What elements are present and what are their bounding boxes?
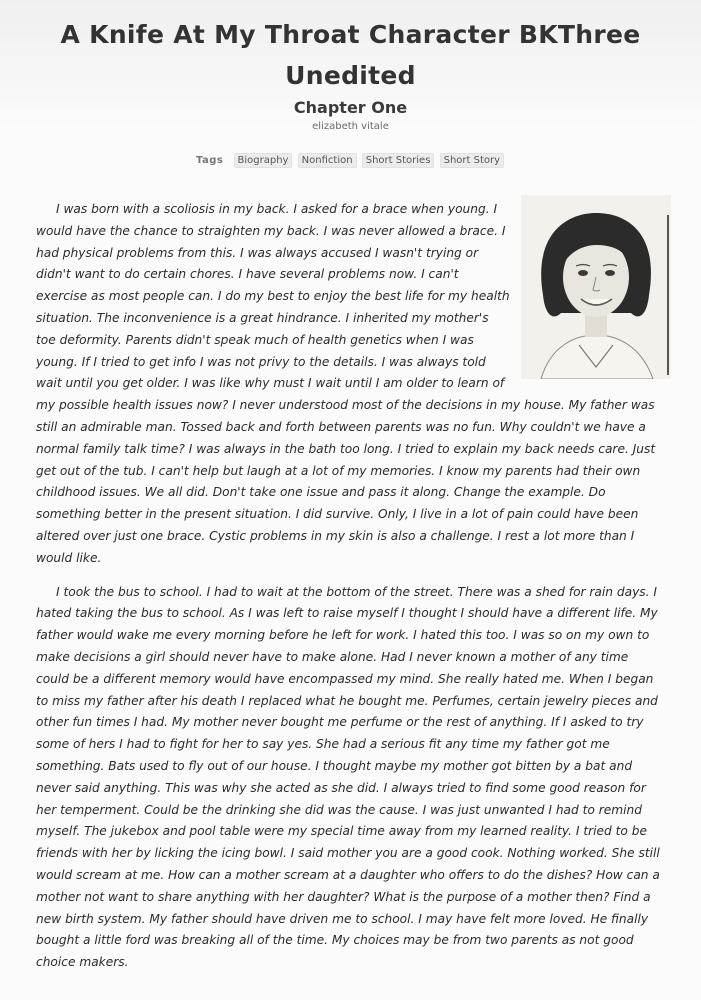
chapter-title: Chapter One <box>293 98 408 117</box>
tag-biography[interactable]: Biography <box>234 153 293 168</box>
author-name[interactable]: elizabeth vitale <box>312 121 389 132</box>
story-title: A Knife At My Throat Character BKThree Unedited <box>60 20 641 90</box>
tag-short-stories[interactable]: Short Stories <box>362 153 435 168</box>
portrait-photo <box>521 195 671 379</box>
story-content <box>36 199 664 974</box>
story-paragraph-1: I was born with a scoliosis in my back. I asked for a brace when young. I would have the chance to straighten my back. I was never allowed a brace. I had physical problems from this. I was always accused I wasn't trying or didn't want to do certain chores. I have several problems now. I can't exercise as most people can. I do my best to enjoy the best life for my health situation. The inconvenience is a great hindrance. I inherited my mother's toe deformity. Parents didn't speak much of health genetics when I was young. If I tried to get info I was not privy to the details. I was always told wait until you get older. I was like why must I wait until I am older to learn of my possible health issues now? I never understood most of the decisions in my house. My father was still an admirable man. Tossed back and forth between parents was no fun. Why couldn't we have a normal family talk time? I was always in the bath too long. I tried to explain my back needs care. Just get out of the tub. I can't help but laugh at a lot of my memories. I know my parents had their own childhood issues. We all did. Don't take one issue and pass it along. Change the example. Do something better in the present situation. I did survive. Only, I live in a lot of pain could have been altered over just one brace. Cystic problems in my skin is also a challenge. I rest a lot more than I would like. <box>36 202 656 565</box>
tags-label: Tags <box>195 155 224 166</box>
story-paragraph-2: I took the bus to school. I had to wait at the bottom of the street. There was a shed for rain days. I hated taking the bus to school. As I was left to raise myself I thought I should have a different life. My father would wake me every morning before he left for work. I hated this too. I was so on my own to make decisions a girl should never have to make alone. Had I never known a mother of any time could be a different memory would have encompassed my mind. She really hated me. When I began to miss my father after his death I replaced what he bought me. Perfumes, certain jewelry pieces and other fun times I had. My mother never bought me perfume or the rest of anything. If I asked to try some of hers I had to fight for her to say yes. She had a serious fit any time my father got me something. Bats used to fly out of our house. I thought maybe my mother got bitten by a bat and never said anything. This was why she acted as she did. I always tried to find some good reason for her temperment. Could be the drinking she did was the cause. I was just unwanted I had to remind myself. The jukebox and pool table were my special time away from my learned reality. I tried to be friends with her by licking the icing bowl. I said mother you are a good cook. Nothing worked. She still would scream at me. How can a mother scream at a daughter who offers to do the dishes? How can a mother not want to share anything with her daughter? What is the purpose of a mother then? Find a new birth system. My father should have driven me to school. I may have felt more loved. He finally bought a little ford was breaking all of the time. My choices may be from two parents as not good choice makers. <box>36 584 660 970</box>
tag-short-story[interactable]: Short Story <box>440 153 504 168</box>
tags-bar <box>0 153 701 171</box>
tag-nonfiction[interactable]: Nonfiction <box>298 153 357 168</box>
story-header <box>0 0 701 132</box>
